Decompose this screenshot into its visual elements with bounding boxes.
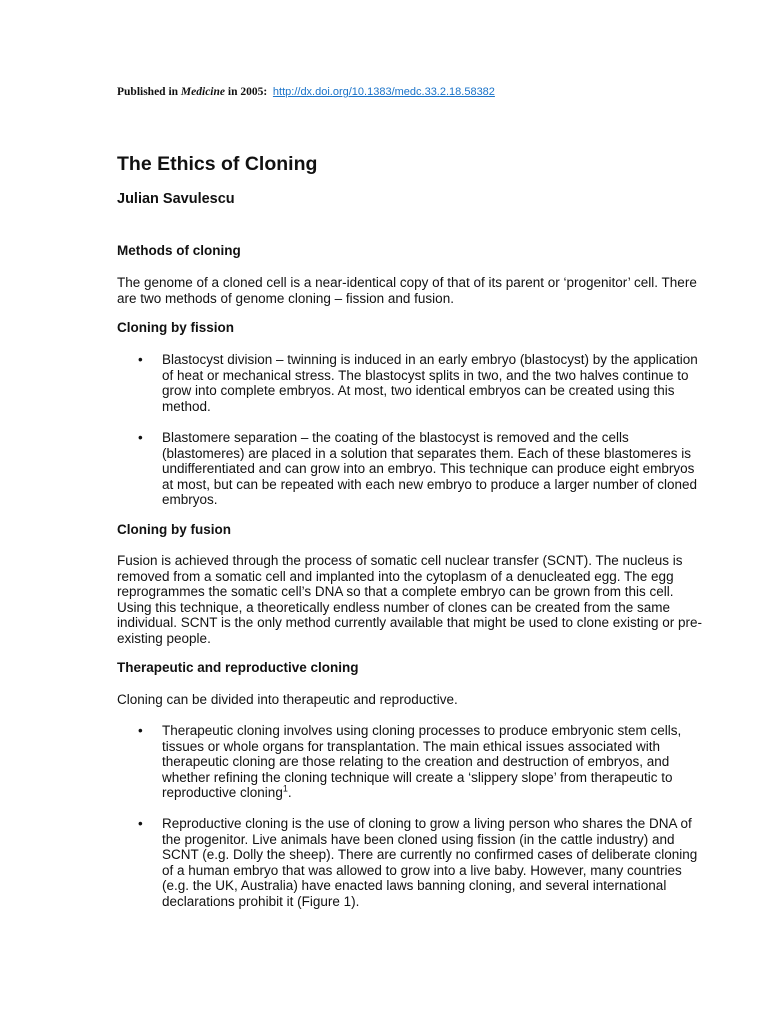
page-title: The Ethics of Cloning xyxy=(117,153,318,175)
doi-link[interactable]: http://dx.doi.org/10.1383/medc.33.2.18.58382 xyxy=(272,86,495,98)
heading-fission: Cloning by fission xyxy=(117,320,234,335)
cloning-intro-paragraph: Cloning can be divided into therapeutic and reproductive. xyxy=(117,692,458,707)
publication-prefix: Published in xyxy=(117,86,181,98)
author-name: Julian Savulescu xyxy=(117,191,235,207)
therapeutic-cloning-text: Therapeutic cloning involves using cloning processes to produce embryonic stem cells, tissues or whole organs for transplantation. The main ethical issues associated with therapeutic cloning are those relating to the creation and destruction of embryos, and whether refining the cloning technique will create a ‘slippery slope’ from therapeutic to reproductive cloning xyxy=(162,723,682,801)
fusion-paragraph: Fusion is achieved through the process of somatic cell nuclear transfer (SCNT). The nucleus is removed from a somatic cell and implanted into the cytoplasm of a denucleated egg. The egg reprogrammes the somatic cell’s DNA so that a complete embryo can be grown from this cell. Using this technique, a theoretically endless number of clones can be created from the same individual. SCNT is the only method currently available that might be used to clone existing or pre-existing people. xyxy=(117,553,703,646)
publication-line xyxy=(117,86,495,98)
bullet-marker: • xyxy=(138,816,143,831)
publication-suffix: in 2005: xyxy=(225,86,268,98)
journal-name: Medicine xyxy=(180,86,225,98)
bullet-therapeutic-cloning xyxy=(162,723,707,801)
heading-fusion: Cloning by fusion xyxy=(117,522,231,537)
heading-methods: Methods of cloning xyxy=(117,243,241,258)
therapeutic-cloning-end: . xyxy=(287,785,292,801)
bullet-marker: • xyxy=(138,430,143,445)
heading-therapeutic-reproductive: Therapeutic and reproductive cloning xyxy=(117,660,359,675)
bullet-marker: • xyxy=(138,352,143,367)
bullet-marker: • xyxy=(138,723,143,738)
methods-paragraph: The genome of a cloned cell is a near-identical copy of that of its parent or ‘progenitor’ cell. There are two methods of genome cloning – fission and fusion. xyxy=(117,275,697,306)
bullet-blastomere-separation: Blastomere separation – the coating of the blastocyst is removed and the cells (blastomeres) are placed in a solution that separates them. Each of these blastomeres is undifferentiated and can grow into an embryo. This technique can produce eight embryos at most, but can be repeated with each new embryo to produce a larger number of cloned embryos. xyxy=(162,430,698,508)
bullet-blastocyst-division: Blastocyst division – twinning is induced in an early embryo (blastocyst) by the application of heat or mechanical stress. The blastocyst splits in two, and the two halves continue to grow into complete embryos. At most, two identical embryos can be created using this method. xyxy=(162,352,698,414)
footnote-ref[interactable]: 1 xyxy=(282,783,288,794)
bullet-reproductive-cloning: Reproductive cloning is the use of cloning to grow a living person who shares the DNA of the progenitor. Live animals have been cloned using fission (in the cattle industry) and SCNT (e.g. Dolly the sheep). There are currently no confirmed cases of deliberate cloning of a human embryo that was allowed to grow into a live baby. However, many countries (e.g. the UK, Australia) have enacted laws banning cloning, and several international declarations prohibit it (Figure 1). xyxy=(162,816,698,909)
